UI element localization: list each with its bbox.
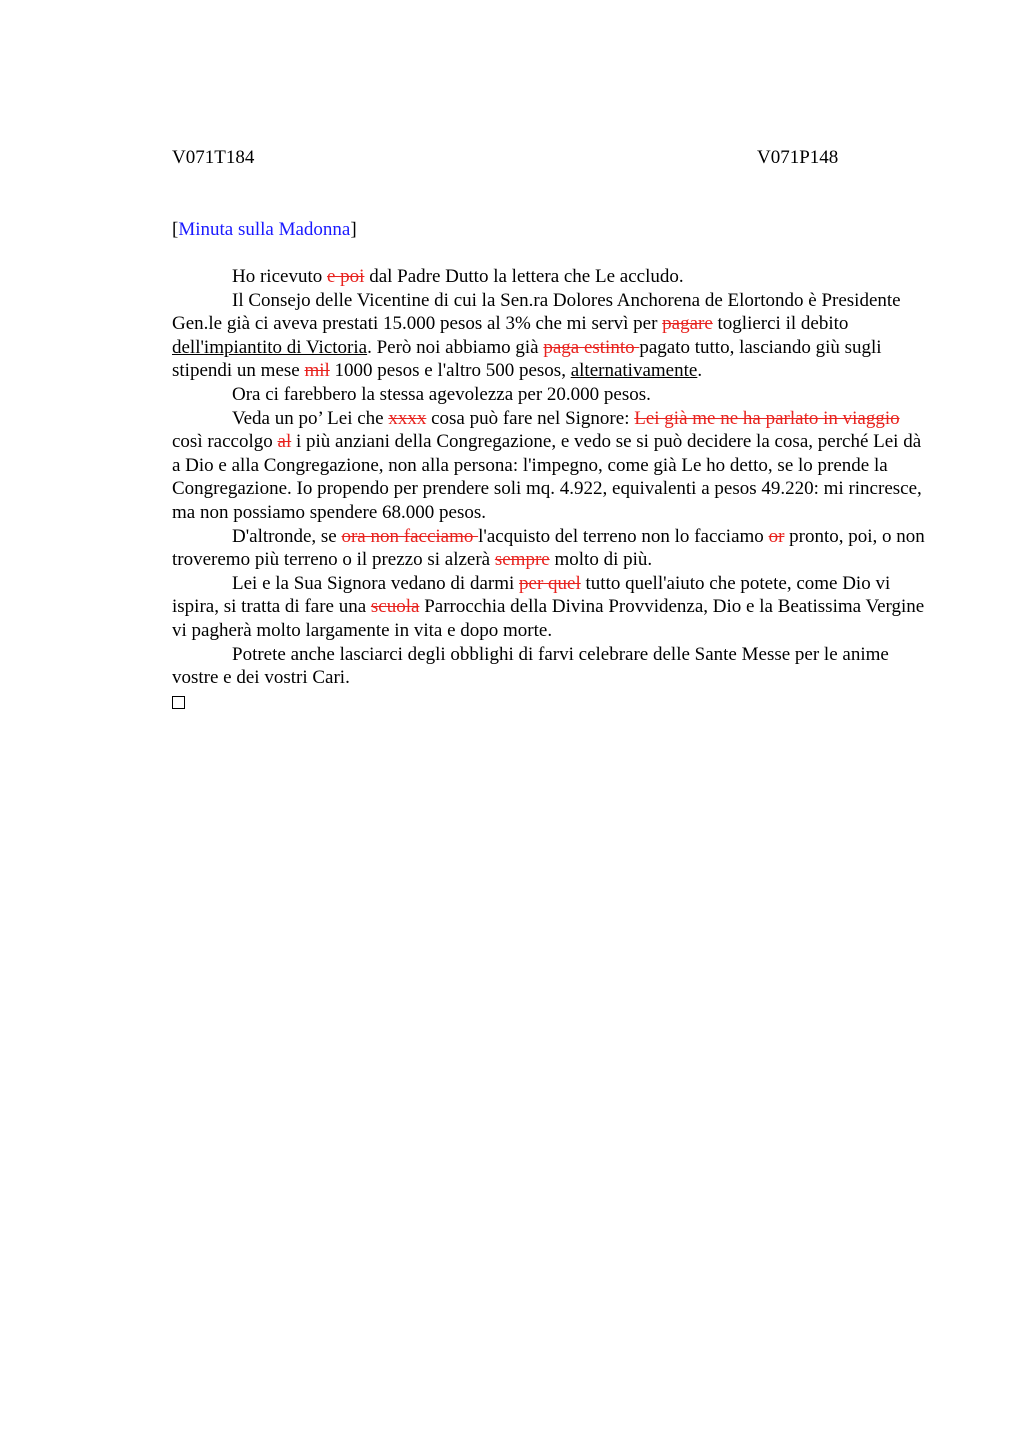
- paragraph: [172, 407, 929, 525]
- paragraph: [172, 289, 929, 383]
- text-segment: pagato tutto, lasciando giù sugli stipendi un mese: [172, 336, 882, 382]
- paragraph: [172, 572, 929, 643]
- deleted-text: Lei già me ne ha parlato in viaggio: [634, 407, 900, 429]
- deleted-text: al: [277, 431, 292, 453]
- text-segment: l'acquisto del terreno non lo facciamo: [478, 525, 769, 547]
- deleted-text: pagare: [662, 313, 713, 335]
- document-body: [172, 265, 929, 715]
- text-segment: Parrocchia della Divina Provvidenza, Dio e la Beatissima Vergine vi pagherà molto largamente in vita e dopo morte.: [172, 596, 925, 641]
- text-segment: Ho ricevuto: [232, 266, 327, 287]
- text-segment: dal Padre Dutto la lettera che Le accludo.: [364, 266, 684, 287]
- title-close-bracket: ]: [350, 219, 357, 240]
- text-segment: . Però noi abbiamo già: [367, 336, 544, 358]
- deleted-text: e poi: [326, 266, 365, 287]
- paragraph: [172, 643, 929, 690]
- text-segment: Potrete anche lasciarci degli obblighi di farvi celebrare delle Sante Messe per le anime vostre e dei vostri Cari.: [172, 643, 889, 689]
- underlined-text: dell'impiantito di Victoria: [172, 336, 368, 358]
- text-segment: Lei e la Sua Signora vedano di darmi: [232, 572, 520, 594]
- text-segment: molto di più.: [549, 549, 653, 571]
- text-segment: pronto, poi, o non troveremo più terreno o il prezzo si alzerà: [172, 525, 925, 571]
- text-segment: cosa può fare nel Signore:: [426, 407, 635, 429]
- paragraph: [172, 525, 929, 572]
- deleted-text: mil: [304, 360, 330, 382]
- deleted-text: sempre: [494, 549, 550, 571]
- text-segment: così raccolgo: [172, 431, 278, 453]
- text-segment: Ora ci farebbero la stessa agevolezza per 20.000 pesos.: [232, 383, 651, 405]
- text-segment: tutto quell'aiuto che potete, come Dio vi ispira, si tratta di fare una: [172, 572, 891, 618]
- deleted-text: or: [768, 525, 785, 547]
- header-right-code: V071P148: [757, 147, 839, 168]
- text-segment: Il Consejo delle Vicentine di cui la Sen.ra Dolores Anchorena de Elortondo è Presidente Gen.le già ci aveva prestati 15.000 pesos al 3% che mi servì per: [172, 289, 901, 335]
- deleted-text: scuola: [370, 596, 420, 618]
- underlined-text: alternativamente: [570, 360, 698, 382]
- text-segment: toglierci il debito: [712, 313, 849, 335]
- title-open-bracket: [: [172, 219, 179, 240]
- paragraph: [172, 265, 929, 289]
- deleted-text: paga estinto: [543, 336, 640, 358]
- text-segment: 1000 pesos e l'altro 500 pesos,: [329, 360, 571, 382]
- text-segment: D'altronde, se: [232, 525, 342, 547]
- text-segment: Veda un po’ Lei che: [232, 407, 389, 429]
- document-title: [172, 218, 357, 242]
- paragraph-list: [172, 265, 929, 690]
- deleted-text: per quel: [519, 572, 581, 594]
- deleted-text: ora non facciamo: [341, 525, 479, 547]
- paragraph: [172, 383, 929, 407]
- title-link[interactable]: Minuta sulla Madonna: [178, 219, 351, 240]
- deleted-text: xxxx: [388, 407, 427, 429]
- text-segment: i più anziani della Congregazione, e vedo se si può decidere la cosa, perché Lei dà a Dio e alla Congregazione, non alla persona: l'impegno, come già Le ho detto, se lo prende la Congregazione. Io propendo per prendere soli mq. 4.922, equivalenti a pesos 49.220: mi rincresce, ma non possiamo spendere 68.000 pesos.: [172, 431, 922, 523]
- square-box-icon: [172, 696, 185, 709]
- header-left-code: V071T184: [172, 147, 255, 168]
- end-marker: [172, 690, 929, 716]
- text-segment: .: [697, 360, 703, 382]
